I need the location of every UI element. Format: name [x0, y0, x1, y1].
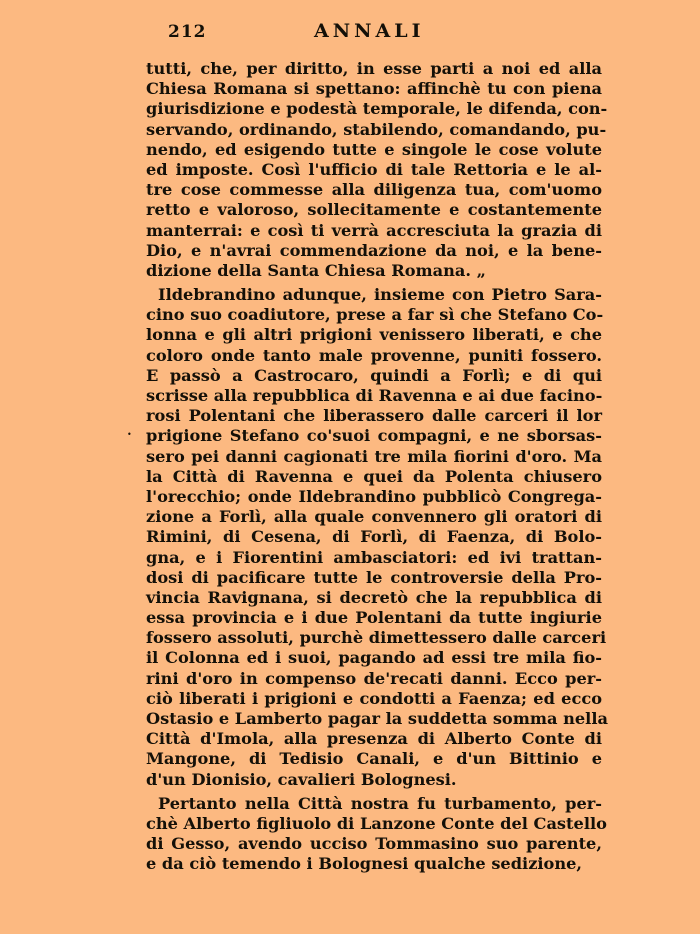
- paragraph: [146, 59, 608, 281]
- text-line: dosi di pacificare tutte le controversie della Pro-: [146, 567, 602, 587]
- text-line: Pertanto nella Città nostra fu turbamento, per-: [158, 793, 602, 813]
- text-line: gna, e i Fiorentini ambasciatori: ed ivi trattan-: [146, 547, 602, 567]
- text-line: zione a Forlì, alla quale convennero gli oratori di: [146, 507, 602, 527]
- text-line: e da ciò temendo i Bolognesi qualche sedizione,: [146, 854, 583, 874]
- text-line: la Città di Ravenna e quei da Polenta chiusero: [146, 466, 602, 486]
- text-line: lonna e gli altri prigioni venissero liberati, e che: [146, 325, 602, 345]
- text-line: essa provincia e i due Polentani da tutte ingiurie: [146, 608, 602, 628]
- text-line: di Gesso, avendo ucciso Tommasino suo parente,: [146, 834, 602, 854]
- text-line: il Colonna ed i suoi, pagando ad essi tre mila fio-: [146, 648, 602, 668]
- text-line: sero pei danni cagionati tre mila fiorini d'oro. Ma: [146, 446, 602, 466]
- text-line: coloro onde tanto male provenne, puniti fossero.: [146, 345, 602, 365]
- text-line: Mangone, di Tedisio Canali, e d'un Bittinio e: [146, 749, 602, 769]
- text-line: dizione della Santa Chiesa Romana. „: [146, 260, 486, 280]
- text-line: fossero assoluti, purchè dimettessero dalle carceri: [146, 628, 607, 648]
- text-line: l'orecchio; onde Ildebrandino pubblicò Congrega-: [146, 486, 602, 506]
- text-line: E passò a Castrocaro, quindi a Forlì; e di qui: [146, 365, 602, 385]
- text-line: giurisdizione e podestà temporale, le difenda, con-: [146, 99, 608, 119]
- text-line: Ostasio e Lamberto pagar la suddetta somma nella: [146, 709, 608, 728]
- text-line: Ildebrandino adunque, insieme con Pietro Sara-: [158, 285, 602, 305]
- paragraph: [146, 285, 608, 790]
- text-line: tutti, che, per diritto, in esse parti a noi ed alla: [146, 59, 602, 78]
- text-line: rosi Polentani che liberassero dalle carceri il lor: [146, 406, 602, 426]
- running-title: ANNALI: [314, 20, 425, 42]
- text-line: Dio, e n'avrai commendazione da noi, e la bene-: [146, 240, 602, 260]
- page-number: 212: [168, 22, 207, 42]
- text-line: Rimini, di Cesena, di Forlì, di Faenza, di Bolo-: [146, 527, 602, 547]
- text-line: chè Alberto figliuolo di Lanzone Conte del Castello: [146, 813, 607, 833]
- text-line: vincia Ravignana, si decretò che la repubblica di: [146, 587, 602, 607]
- text-line: prigione Stefano co'suoi compagni, e ne sborsas-: [146, 426, 602, 446]
- text-line: Città d'Imola, alla presenza di Alberto Conte di: [146, 729, 602, 749]
- text-line: cino suo coadiutore, prese a far sì che Stefano Co-: [146, 305, 604, 325]
- text-line: Chiesa Romana si spettano: affinchè tu con piena: [146, 79, 602, 99]
- text-line: d'un Dionisio, cavalieri Bolognesi.: [146, 769, 457, 789]
- text-line: scrisse alla repubblica di Ravenna e ai due facino-: [146, 386, 603, 405]
- text-line: tre cose commesse alla diligenza tua, com'uomo: [146, 180, 602, 200]
- stray-ink-mark: •: [127, 430, 132, 439]
- text-line: retto e valoroso, sollecitamente e costantemente: [146, 200, 602, 220]
- text-line: manterrai: e così ti verrà accresciuta la grazia di: [146, 220, 602, 240]
- page-header: [146, 20, 602, 46]
- text-line: ed imposte. Così l'ufficio di tale Rettoria e le al-: [146, 159, 602, 179]
- paragraph: [146, 793, 607, 875]
- body-text: [146, 59, 608, 879]
- text-line: rini d'oro in compenso de'recati danni. Ecco per-: [146, 668, 602, 688]
- text-line: servando, ordinando, stabilendo, comandando, pu-: [146, 119, 607, 139]
- text-line: ciò liberati i prigioni e condotti a Faenza; ed ecco: [146, 688, 602, 708]
- text-line: nendo, ed esigendo tutte e singole le cose volute: [146, 139, 602, 159]
